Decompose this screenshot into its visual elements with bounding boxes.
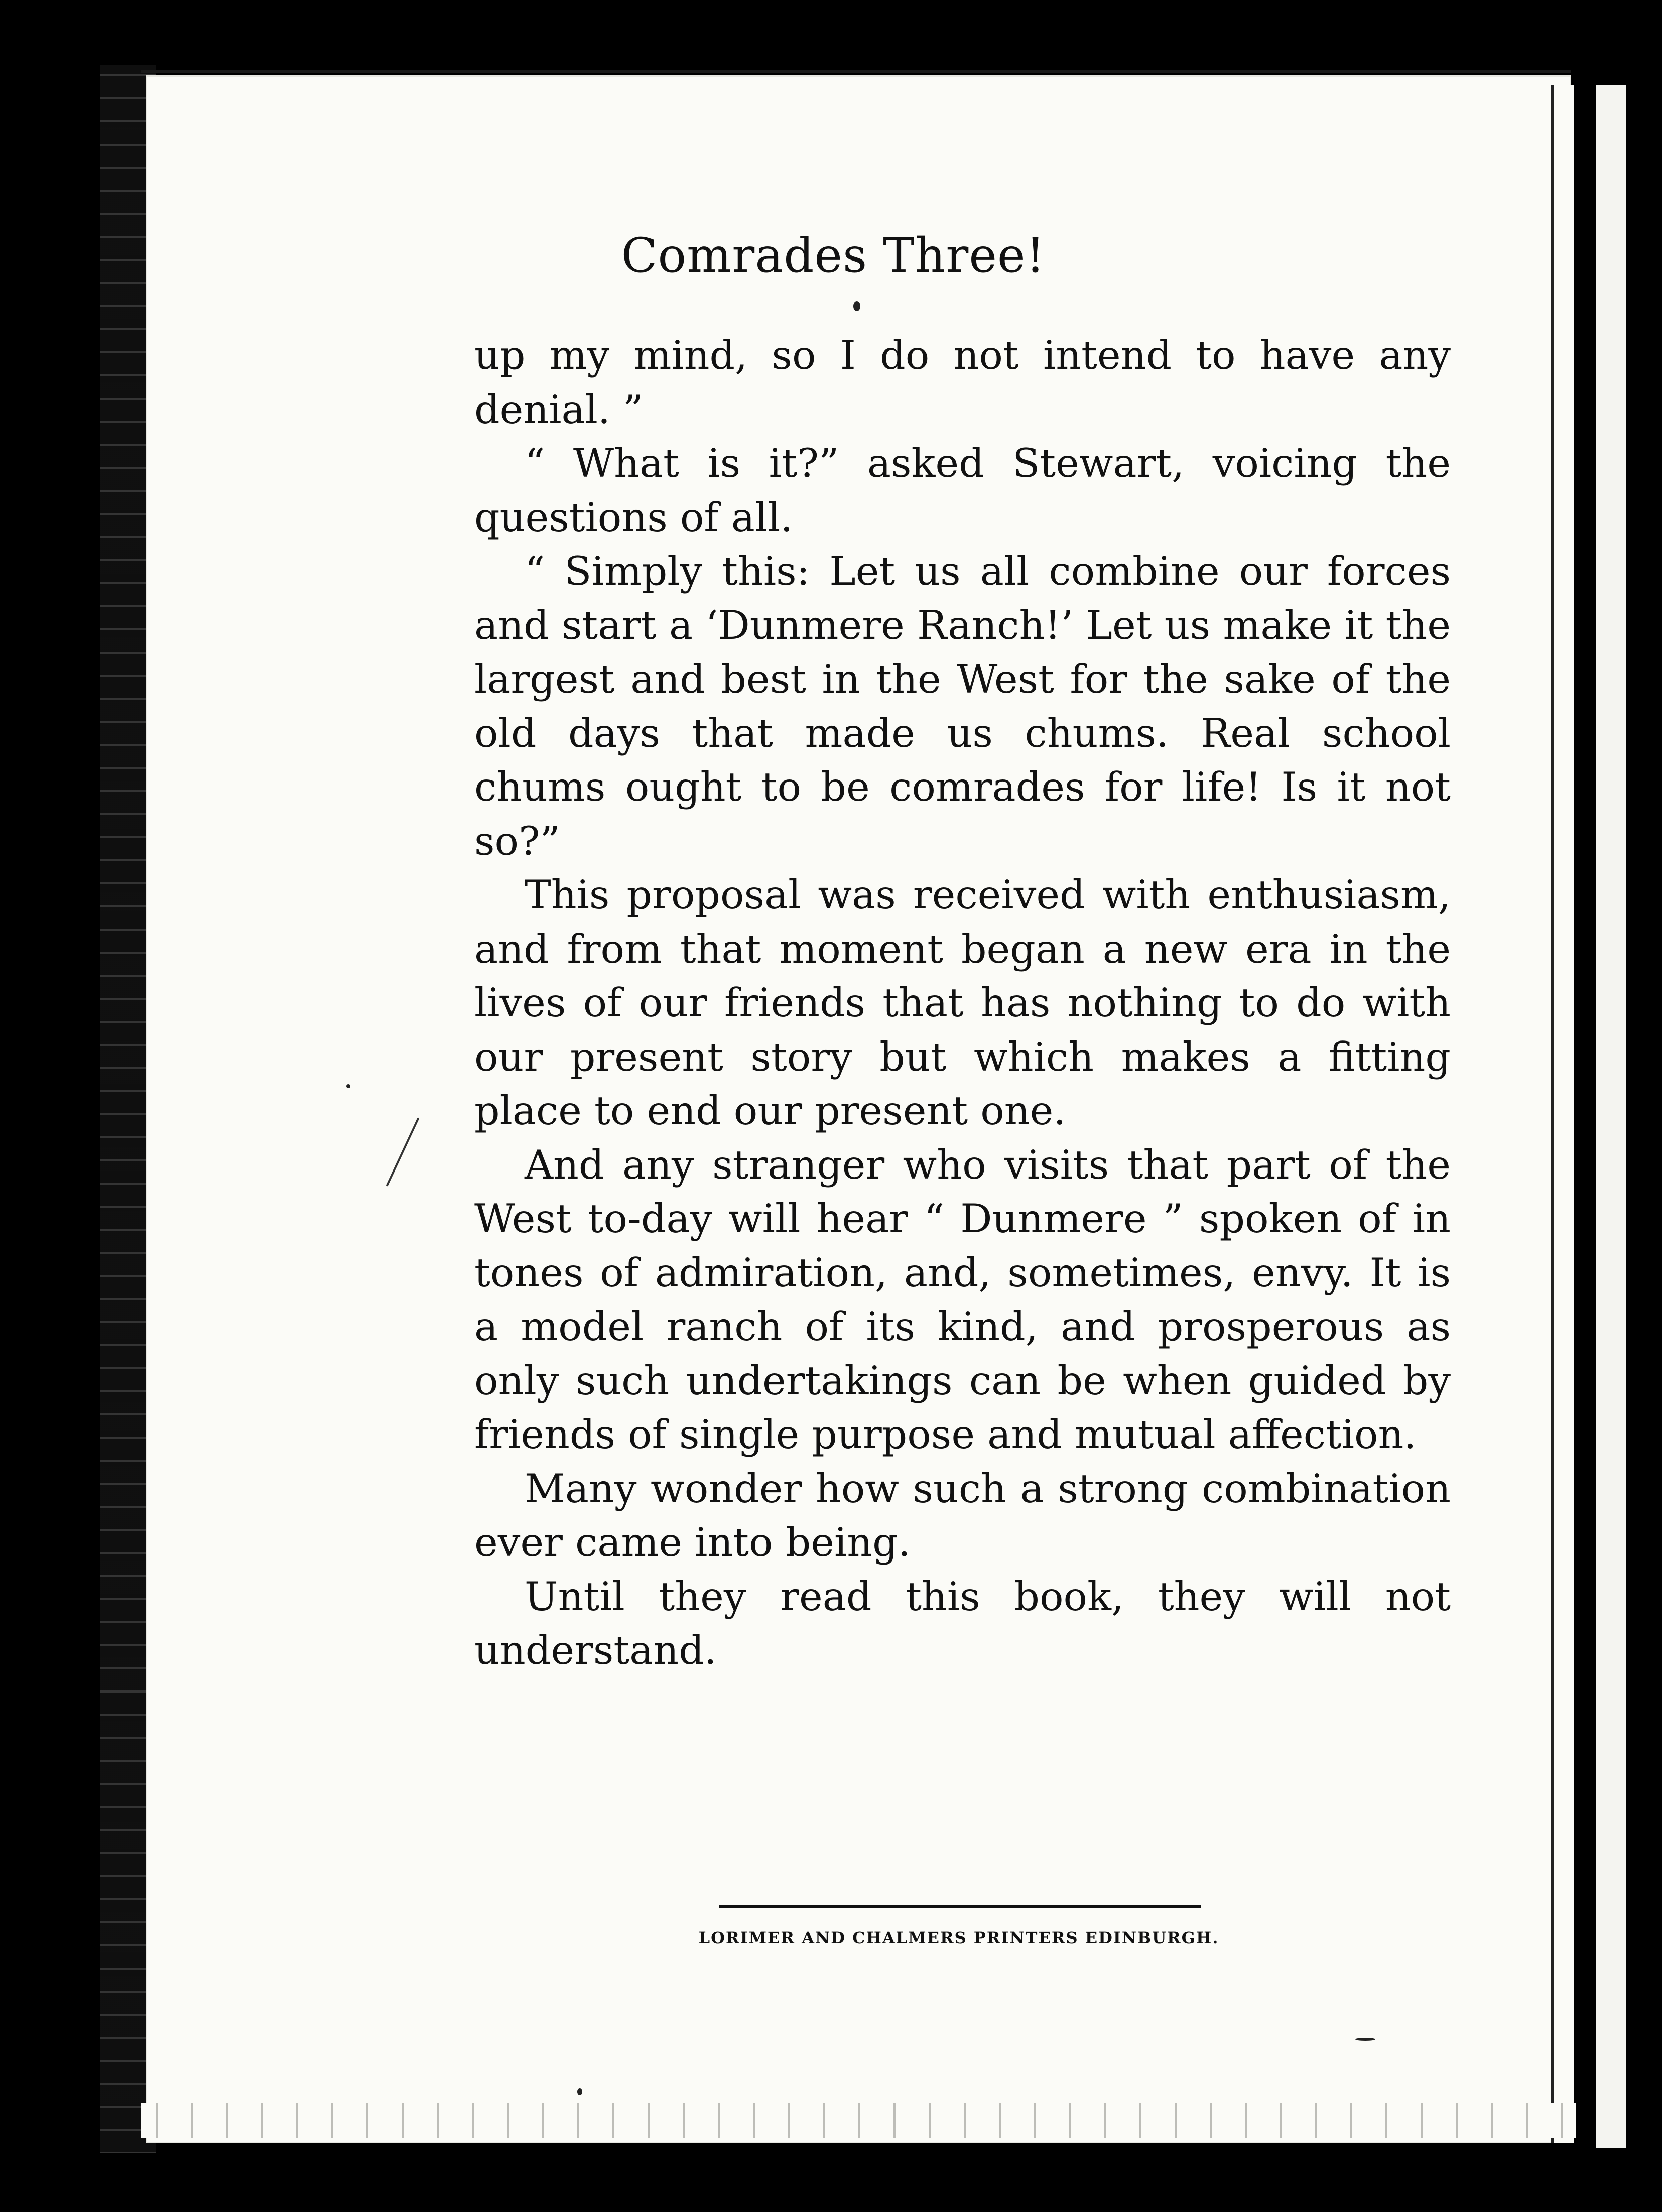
paragraph: Until they read this book, they will not understand. xyxy=(474,1573,1451,1673)
paragraph: And any stranger who visits that part of the West to-day will hear “ Dunmere ” spoken of in tones of admiration, and, sometimes, envy. It is a model ranch of its kind, and prosperous as only such undertakings can be when guided by friends of single purpose and mutual affection. xyxy=(474,1141,1451,1458)
imprint-rule xyxy=(719,1905,1201,1908)
paragraph-continued: up my mind, so I do not intend to have any denial. ” xyxy=(474,332,1451,433)
running-head: Comrades Three! xyxy=(621,228,1046,283)
scan-speck xyxy=(853,301,860,311)
paragraph: Many wonder how such a strong combination ever came into being. xyxy=(474,1465,1451,1566)
paragraph: “ What is it?” asked Stewart, voicing the questions of all. xyxy=(474,440,1451,541)
next-page-edge xyxy=(1596,85,1626,2148)
paragraph: This proposal was received with enthusiasm, and from that moment began a new era in the lives of our friends that has nothing to do with our present story but which makes a fitting place to end our present one. xyxy=(474,872,1451,1134)
scan-speck xyxy=(577,2088,582,2095)
page-bottom-edge xyxy=(141,2103,1576,2138)
printer-imprint: LORIMER AND CHALMERS PRINTERS EDINBURGH. xyxy=(698,1928,1219,1947)
scan-speck xyxy=(346,1084,350,1088)
page-top-edge xyxy=(141,70,1571,84)
scan-speck xyxy=(1355,2038,1375,2041)
page-body xyxy=(474,329,1451,1678)
paragraph: “ Simply this: Let us all combine our forces and start a ‘Dunmere Ranch!’ Let us make it the largest and best in the West for the sake of the old days that made us chums. Real school chums ought to be comrades for life! Is it not so?” xyxy=(474,548,1451,864)
page-right-edge xyxy=(1551,85,1574,2143)
